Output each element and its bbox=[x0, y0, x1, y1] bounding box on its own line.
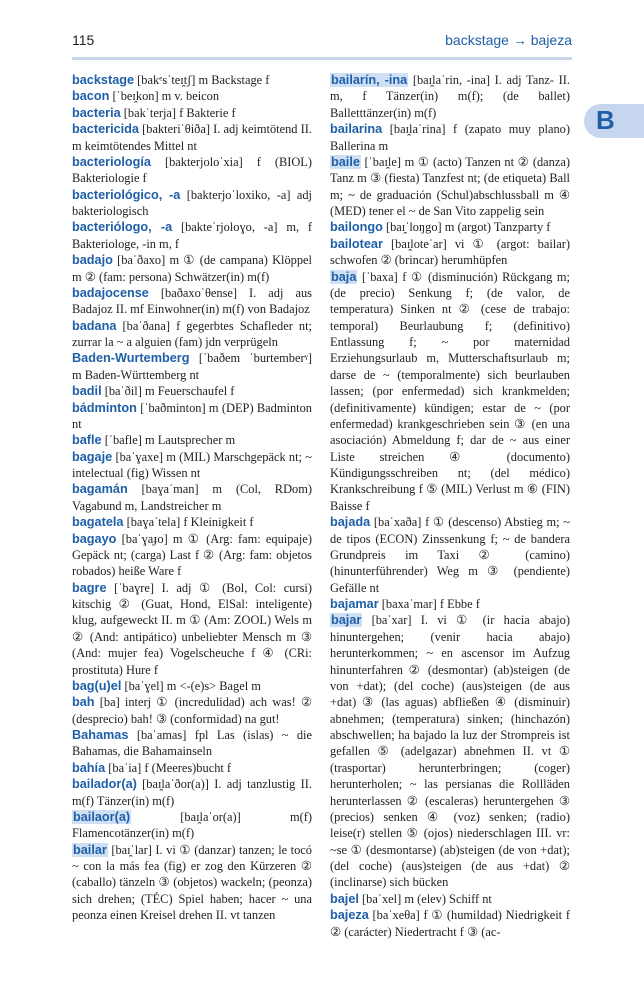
page-header bbox=[72, 30, 572, 54]
entry-definition: [baˈɣaɟo] m ① (Arg: fam: equipaje) Gepäck nt; (carga) Last f ② (Arg: fam: objetos robados) heiße Ware f bbox=[72, 531, 312, 579]
page-number: 115 bbox=[72, 32, 95, 48]
dictionary-entry bbox=[330, 891, 570, 907]
entry-headword: bagre bbox=[72, 580, 107, 595]
dictionary-entry bbox=[330, 121, 570, 154]
entry-definition: [baˈðil] m Feuerschaufel f bbox=[104, 384, 235, 399]
entry-headword: baja bbox=[331, 269, 357, 284]
entry-definition: [ˈbafle] m Lautsprecher m bbox=[104, 433, 236, 448]
entry-headword: bagayo bbox=[72, 531, 117, 546]
entry-headword: bajeza bbox=[330, 908, 369, 923]
dictionary-entry bbox=[330, 269, 570, 515]
dictionary-entry bbox=[72, 383, 312, 399]
entry-definition: [bakˈterja] f Bakterie f bbox=[123, 105, 236, 120]
right-column bbox=[330, 72, 570, 940]
entry-definition: [baˈðana] f gegerbtes Schafleder nt; zurrar la ~ a alguien (fam) jdn verprügeln bbox=[72, 318, 312, 349]
entry-definition: [ˈbaɪ̯le] m ① (acto) Tanzen nt ② (danza) Tanz m ③ (fiesta) Tanzfest nt; (de etiqueta) Ball m; ~ de graduación (Schul)abschlussball m ④ (MED) tener el ~ de San Vito zappelig sein bbox=[330, 154, 570, 218]
dictionary-entry bbox=[72, 776, 312, 809]
entry-definition: [baˈxel] m (elev) Schiff nt bbox=[362, 891, 492, 906]
dictionary-entry bbox=[72, 350, 312, 383]
entry-definition: [baɪ̯loteˈar] vi ① (argot: bailar) schwofen ② (brincar) herumhüpfen bbox=[330, 236, 570, 268]
dictionary-entry bbox=[72, 809, 312, 842]
dictionary-entry bbox=[72, 105, 312, 121]
dictionary-entry bbox=[330, 72, 570, 121]
entry-headword: bagamán bbox=[72, 482, 128, 497]
entry-definition: [baɣaˈman] m (Col, RDom) Vagabund m, Landstreicher m bbox=[72, 482, 312, 513]
dictionary-entry bbox=[72, 432, 312, 448]
dictionary-entry bbox=[72, 842, 312, 924]
dictionary-entry bbox=[72, 760, 312, 776]
dictionary-entry bbox=[330, 596, 570, 612]
dictionary-entry bbox=[72, 694, 312, 727]
entry-headword: bailotear bbox=[330, 236, 383, 251]
entry-headword: badajocense bbox=[72, 285, 149, 300]
dictionary-entry bbox=[72, 727, 312, 760]
entry-definition: [baˈɣaxe] m (MIL) Marschgepäck nt; ~ intelectual (fig) Wissen nt bbox=[72, 449, 312, 480]
entry-definition: [baɪ̯ˈlar] I. vi ① (danzar) tanzen; le tocó ~ con la más fea (fig) er zog den Kürzeren ② (caballo) tänzeln ③ (objetos) wackeln; (peonza) sich drehen; (TÉC) Spiel haben; hacer ~ una peonza einen Kreisel drehen II. vt tanzen bbox=[72, 842, 312, 923]
entry-definition: [ˈbaðminton] m (DEP) Badminton nt bbox=[72, 400, 312, 431]
dictionary-entry bbox=[72, 400, 312, 433]
dictionary-entry bbox=[330, 907, 570, 940]
entry-headword: bailar bbox=[73, 842, 107, 857]
dictionary-entry bbox=[72, 481, 312, 514]
entry-headword: bacteriológico, -a bbox=[72, 187, 181, 202]
entry-definition: [bakterjoˈloxiko, -a] adj bakteriologisch bbox=[72, 187, 313, 218]
entry-headword: bacon bbox=[72, 89, 110, 104]
dictionary-entry bbox=[72, 88, 312, 104]
entry-definition: [baˈxeθa] f ① (humildad) Niedrigkeit f ② (carácter) Niedertracht f ③ (ac- bbox=[330, 908, 570, 939]
entry-definition: [baɣaˈtela] f Kleinigkeit f bbox=[126, 515, 254, 530]
entry-definition: [baxaˈmar] f Ebbe f bbox=[381, 597, 480, 611]
entry-definition: [ˈbaɣre] I. adj ① (Bol, Col: cursi) kitschig ② (Guat, Hond, ElSal: inteligente) klug, aufgeweckt II. m ① (Am: ZOOL) Wels m ② (And: antipático) unbeliebter Mensch m ③ (And: mujer fea) Vogelscheuche f ④ (CRi: prostituta) Hure f bbox=[72, 580, 312, 677]
entry-definition: [ˈbaxa] f ① (disminución) Rückgang m; (de precio) Senkung f; (de valor, de temperatura) Sinken nt ② (cese de trabajo: temporal) Beurlaubung f; (definitivo) Entlassung f; ~ por maternidad Erziehungsurlaub m, Mutterschaftsurlaub m; darse de ~ (temporalmente) sich beurlauben lassen; (por enfermedad) sich krankmelden; (definitivamente) kündigen; estar de ~ (por enfermedad) krankgeschrieben sein ③ (en una asociación) Abmeldung f; dar de ~ aus einer Liste streichen ④ (documento) Kündigungsschreiben nt; (del médico) Krankschreibung f ⑤ (MIL) Verlust m ⑥ (FIN) Baisse f bbox=[330, 269, 570, 513]
entry-headword: bacteriología bbox=[72, 154, 151, 169]
dictionary-entry bbox=[72, 121, 312, 154]
dictionary-entry bbox=[330, 612, 570, 890]
entry-headword: badana bbox=[72, 318, 117, 333]
entry-definition: [bakᵉsˈteɪ̯tʃ] m Backstage f bbox=[137, 73, 270, 87]
entry-headword: badajo bbox=[72, 253, 113, 268]
entry-definition: [baðaxoˈθense] I. adj aus Badajoz II. mf Einwohner(in) m(f) von Badajoz bbox=[72, 285, 312, 317]
left-column bbox=[72, 72, 312, 924]
dictionary-entry bbox=[72, 580, 312, 678]
running-head-range: backstage → bajeza bbox=[445, 32, 572, 48]
entry-headword: bajamar bbox=[330, 597, 379, 611]
letter-thumb-tab bbox=[584, 104, 644, 138]
entry-definition: [baˈɣel] m <-(e)s> Bagel m bbox=[124, 678, 261, 693]
entry-definition: [baˈxar] I. vi ① (ir hacia abajo) hinuntergehen; (venir hacia abajo) herunterkommen; ~ en ascensor im Aufzug hinunterfahren ② (desmontar) (ab)steigen (de von +dat); (del coche) (aus)steigen (de aus +dat) ③ (las aguas) abfließen ④ (disminuir) abnehmen; (temperatura) sinken; (hinchazón) abschwellen; ha bajado la luz der Strompreis ist gefallen ⑤ (adelgazar) abnehmen II. vt ① (trasportar) herunterbringen; (coger) herunterholen; ~ las persianas die Rollläden herunterlassen ② (escaleras) heruntergehen ③ (precios) senken ④ (voz) senken; (radio) leise(r) stellen ⑤ (ojos) niederschlagen III. vr: ~se ① (desmontarse) (ab)steigen (de von +dat); (del coche) (aus)steigen (de aus +dat) ② (inclinarse) sich bücken bbox=[330, 613, 570, 890]
entry-headword: bailarín, -ina bbox=[331, 73, 408, 87]
entry-headword: bailador(a) bbox=[72, 777, 137, 792]
entry-headword: badil bbox=[72, 384, 102, 399]
section-letter: B bbox=[596, 105, 615, 135]
dictionary-entry bbox=[330, 236, 570, 269]
entry-headword: bah bbox=[72, 695, 95, 710]
entry-headword: bádminton bbox=[72, 400, 137, 415]
entry-headword: bagaje bbox=[72, 449, 113, 464]
entry-definition: [bakteˈrjoloɣo, -a] m, f Bakteriologe, -in m, f bbox=[72, 220, 312, 251]
entry-headword: bailaor(a) bbox=[73, 809, 131, 824]
dictionary-entry bbox=[72, 219, 312, 252]
entry-definition: [bakteriˈθiða] I. adj keimtötend II. m keimtötendes Mittel nt bbox=[72, 122, 312, 153]
dictionary-entry bbox=[72, 531, 312, 580]
dictionary-entry bbox=[330, 514, 570, 596]
dictionary-entry bbox=[72, 187, 312, 220]
entry-headword: bactericida bbox=[72, 122, 139, 137]
entry-headword: bailarina bbox=[330, 122, 383, 137]
entry-definition: [baˈxaða] f ① (descenso) Abstieg m; ~ de tipos (ECON) Zinssenkung f; ~ de bandera Grundpreis im Taxi ② (camino) (hinunterführender) Weg m ③ (pendiente) Gefälle nt bbox=[330, 515, 570, 595]
entry-definition: [ba] interj ① (incredulidad) ach was! ② (desprecio) bah! ③ (conformidad) na gut! bbox=[72, 695, 312, 726]
entry-headword: baile bbox=[331, 154, 360, 169]
entry-definition: [baɪ̯laˈrin, -ina] I. adj Tanz- II. m, f Tänzer(in) m(f); (de ballet) Balletttänzer(in) m(f) bbox=[330, 73, 570, 120]
dictionary-entry bbox=[72, 449, 312, 482]
entry-headword: bacteriólogo, -a bbox=[72, 220, 173, 235]
entry-definition: [baɪ̯laˈor(a)] m(f) Flamencotänzer(in) m(f) bbox=[72, 809, 312, 841]
entry-definition: [ˈbaðem ˈburtemberᵞ] m Baden-Württemberg nt bbox=[72, 351, 312, 382]
entry-headword: bagatela bbox=[72, 515, 124, 530]
dictionary-entry bbox=[330, 219, 570, 235]
entry-definition: [baˈia] f (Meeres)bucht f bbox=[108, 760, 232, 775]
dictionary-entry bbox=[72, 678, 312, 694]
entry-headword: bajada bbox=[330, 515, 371, 530]
entry-definition: [ˈbeɪ̯kon] m v. beicon bbox=[112, 89, 220, 104]
dictionary-entry bbox=[330, 154, 570, 220]
dictionary-entry bbox=[72, 154, 312, 187]
entry-definition: [baˈðaxo] m ① (de campana) Klöppel m ② (fam: persona) Schwätzer(in) m(f) bbox=[72, 253, 312, 284]
entry-headword: bahía bbox=[72, 760, 106, 775]
entry-headword: bajar bbox=[331, 613, 362, 628]
dictionary-entry bbox=[72, 318, 312, 351]
dictionary-entry bbox=[72, 285, 312, 318]
entry-definition: [baɪ̯laˈðor(a)] I. adj tanzlustig II. m(f) Tänzer(in) m(f) bbox=[72, 777, 312, 808]
entry-headword: Bahamas bbox=[72, 728, 129, 742]
entry-headword: backstage bbox=[72, 73, 135, 87]
entry-headword: bacteria bbox=[72, 105, 121, 120]
entry-definition: [bakterjoloˈxia] f (BIOL) Bakteriologie f bbox=[72, 154, 312, 186]
entry-headword: bafle bbox=[72, 433, 102, 448]
header-rule bbox=[72, 57, 572, 60]
entry-definition: [baɪ̯laˈrina] f (zapato muy plano) Ballerina m bbox=[330, 122, 570, 153]
dictionary-entry bbox=[72, 72, 312, 88]
entry-headword: bag(u)el bbox=[72, 678, 122, 693]
entry-definition: [baɪ̯ˈloŋgo] m (argot) Tanzparty f bbox=[385, 220, 551, 235]
entry-headword: bajel bbox=[330, 891, 359, 906]
entry-headword: bailongo bbox=[330, 220, 383, 235]
dictionary-entry bbox=[72, 252, 312, 285]
entry-definition: [baˈamas] fpl Las (islas) ~ die Bahamas, die Bahamainseln bbox=[72, 728, 313, 759]
entry-headword: Baden-Wurtemberg bbox=[72, 351, 190, 366]
dictionary-entry bbox=[72, 514, 312, 530]
